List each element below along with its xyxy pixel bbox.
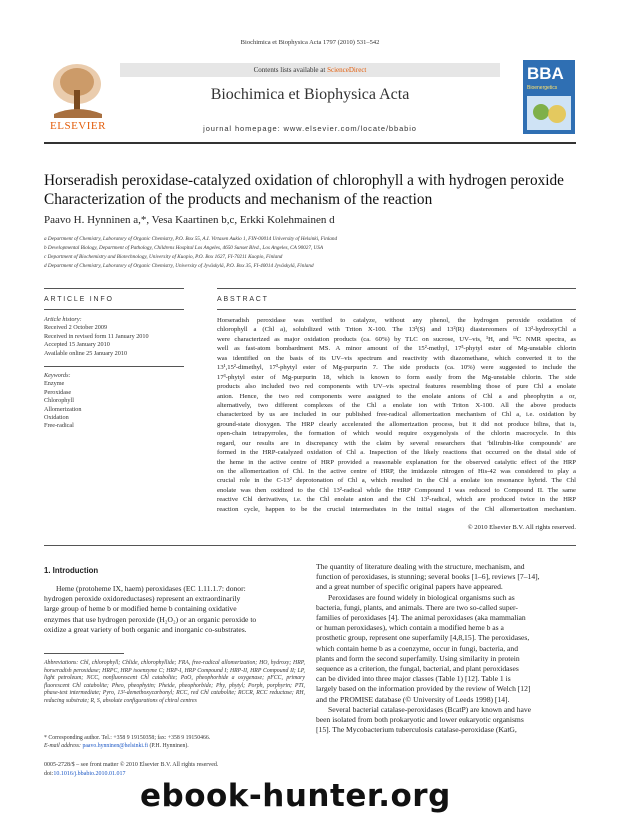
article-title <box>44 171 584 209</box>
abstract-heading: ABSTRACT <box>217 296 269 303</box>
keywords-rule <box>44 366 184 367</box>
abstract-line: products also included two red components with UV–vis spectral features resembling those of pure Chl a enolate <box>217 383 576 391</box>
intro-line: sequence as a criterion, the fungal, bacterial, and plant peroxidases <box>316 664 519 674</box>
journal-title: Biochimica et Biophysica Acta <box>210 86 410 103</box>
intro-line: plants and form the second superfamily. Using similarity in protein <box>316 653 520 663</box>
issn-line: 0005-2728/$ – see front matter © 2010 Elsevier B.V. All rights reserved. <box>44 762 219 768</box>
intro-line: function of peroxidases, is stunning; several books [1–6], reviews [7–14], <box>316 572 540 582</box>
abstract-line: formed in the HRP-catalyzed oxidation of Chl a. Inspection of the likely reactions that occurred on the distal side of <box>217 449 576 457</box>
email-link[interactable]: paavo.hynninen@helsinki.fi <box>82 743 148 749</box>
keywords-label: Keywords: <box>44 372 71 379</box>
article-info-heading: ARTICLE INFO <box>44 296 114 303</box>
abstract-line: chlorophyll a (Chl a), solubilized with Triton X-100. The 13²(S) and 13²(R) diastereomers of 13²-hydroxyChl a <box>217 326 576 334</box>
author-list: Paavo H. Hynninen a,*, Vesa Kaartinen b,c, Erkki Kolehmainen d <box>44 214 335 226</box>
abstract-line: on the allomerization of Chl. In the active centre of HRP, the imidazole nitrogen of His-42 was considered to play a <box>217 468 576 475</box>
history-label: Article history: <box>44 316 82 323</box>
keyword: Peroxidase <box>44 388 72 396</box>
elsevier-logo <box>44 60 112 134</box>
intro-line: and the PROMISE database (© University of Leeds 1998) [14]. <box>316 694 510 704</box>
intro-line: Several bacterial catalase-peroxidases (BcatP) are known and have <box>328 704 532 714</box>
watermark: ebook-hunter.org <box>140 778 451 814</box>
intro-line: oxidize a great variety of both organic and inorganic co-substrates. <box>44 624 247 634</box>
intro-line: large group of heme b or modified heme b containing oxidative <box>44 604 237 614</box>
contents-prefix: Contents lists available at <box>253 66 328 74</box>
history-received: Received 2 October 2009 <box>44 324 108 332</box>
intro-line: prosthetic group, represent one superfamily [4,8,15]. The peroxidases, <box>316 633 530 643</box>
abstract-line: 13¹,15²-dimethyl, 17³-phytyl ester of Mg-purpurin 7. The side products (ca. 10%) were suggested to include the <box>217 364 576 372</box>
email-note <box>44 743 305 751</box>
keyword: Oxidation <box>44 414 69 421</box>
abstract-line: characterized by us are included in our published free-radical allomerization mechanism of Chl a, i.e. oxidation by <box>217 411 576 419</box>
sciencedirect-link[interactable]: ScienceDirect <box>327 66 367 74</box>
intro-line: The quantity of literature dealing with the structure, mechanism, and <box>316 562 525 571</box>
abstract-line: crucial role in the C-13² deprotonation of Chl a, which resulted in the Chl a enolate ion resonance hybrid. The Chl <box>217 477 576 485</box>
journal-homepage[interactable]: journal homepage: www.elsevier.com/locate/bbabio <box>203 124 417 133</box>
body-separator-rule <box>44 545 576 546</box>
affiliation-c: c Department of Biochemistry and Biotechnology, University of Kuopio, P.O. Box 1627, FI-70211 Kuopio, Finland <box>44 254 283 260</box>
abstract-line: ground-state dioxygen. The HRP clearly accelerated the allomerization process, but it did not produce bilins, that is, <box>217 420 576 428</box>
abstract-line: anion. Hence, the two red components were assigned to the enolate anions of Chl a and pheophytin a or, <box>217 392 576 400</box>
title-line-1: Horseradish peroxidase-catalyzed oxidation of chlorophyll a with hydrogen peroxide <box>44 172 564 189</box>
intro-line: bacteria, fungi, plants, and animals. There are two so-called super- <box>316 602 518 612</box>
abstract-line: well as fast-atom bombardment MS. A minor amount of the 15²-methyl, 17³-phytyl ester of Mg-unstable chlorin <box>217 345 576 353</box>
abstract-line: alternatively, two different complexes of the Chl a enolate ion with Triton X-100. All the above products <box>217 401 576 409</box>
affiliation-a: a Department of Chemistry, Laboratory of Organic Chemistry, P.O. Box 55, A.I. Virtasen Aukio 1, FIN-00014 University of Helsinki, Finland <box>44 236 338 242</box>
history-accepted: Accepted 15 January 2010 <box>44 341 110 349</box>
intro-line: [15]. The Mycobacterium tuberculosis catalase-peroxidase (KatG, <box>316 725 517 735</box>
history-revised: Received in revised form 11 January 2010 <box>44 332 149 340</box>
abstract-line: 17³-phytyl ester of Mg-purpurin 18, which is known to form easily from the Mg-unstable chlorin. The side <box>217 373 576 381</box>
intro-line: can be divided into three major classes (Table 1) [12]. Table 1 is <box>316 674 511 684</box>
doi-label: doi: <box>44 771 54 777</box>
intro-line: largely based on the information provided by the review of Welch [12] <box>316 684 531 694</box>
abbreviations-footnote <box>44 660 305 706</box>
info-heading-rule <box>44 309 184 310</box>
journal-cover <box>523 60 575 134</box>
doi-line <box>44 771 126 777</box>
running-head: Biochimica et Biophysica Acta 1797 (2010) 531–542 <box>240 39 380 46</box>
doi-link[interactable]: 10.1016/j.bbabio.2010.01.017 <box>53 771 126 777</box>
abstract-heading-rule <box>217 309 576 310</box>
footnote-rule <box>44 653 124 654</box>
cover-subtitle: Bioenergetics <box>527 85 558 91</box>
intro-line: or human peroxidases), which contain a modified heme b as a <box>316 623 504 633</box>
affiliation-d: d Department of Chemistry, Laboratory of Organic Chemistry, University of Jyväskylä, P.O. Box 35, FI-40014 Jyväskylä, Finland <box>44 263 314 269</box>
keyword: Free-radical <box>44 422 74 430</box>
abstract-line: enolate was then oxidized to the Chl 13²-radical while the HRP Compound I was reduced to Compound II. The same <box>217 486 576 494</box>
abstract-line: open-chain tetrapyrroles, the formation of which would require oxygenolysis of the chlorin macrocycle. In this <box>217 430 576 438</box>
intro-right-column <box>316 562 576 735</box>
elsevier-wordmark: ELSEVIER <box>50 120 106 132</box>
contents-banner <box>120 63 500 77</box>
intro-left-column <box>44 584 305 635</box>
keyword: Chlorophyll <box>44 397 74 405</box>
intro-line: families of peroxidases [4]. The animal peroxidases (aka mammalian <box>316 613 526 623</box>
abstract-line: reactive Chl derivatives, i.e. the Chl enolate anion and the Chl 13²-radical, which are produced twice in the HRP <box>217 496 576 504</box>
email-suffix: (P.H. Hynninen). <box>148 743 189 749</box>
abstract-line: the heme in the active centre of HRP provided a reasonable explanation for the observed catalytic effect of the HRP <box>217 458 576 466</box>
title-line-2: Characterization of the products and mechanism of the reaction <box>44 191 433 208</box>
intro-line: Peroxidases are found widely in biological organisms such as <box>328 592 515 602</box>
keyword: Allomerization <box>44 405 82 413</box>
history-online: Available online 25 January 2010 <box>44 349 128 357</box>
abstract-line: Horseradish peroxidase was verified to catalyze, without any phenol, the hydrogen peroxide oxidation of <box>217 317 576 324</box>
keyword: Enzyme <box>44 380 65 388</box>
cover-title: BBA <box>527 64 564 83</box>
info-top-rule <box>44 288 184 289</box>
intro-line: Heme (protoheme IX, haem) peroxidases (EC 1.11.1.7: donor: <box>56 584 246 593</box>
affiliation-b: b Developmental Biology, Department of Pathology, Childrens Hospital Los Angeles, 4650 Sunset Blvd., Los Angeles, CA 90027, USA <box>44 245 324 251</box>
abstract-copyright: © 2010 Elsevier B.V. All rights reserved. <box>467 524 576 531</box>
intro-line: enzymes that use hydrogen peroxide (H₂O₂) or an organic peroxide to <box>44 614 257 624</box>
abstract-line: was identified on the basis of its UV–vis spectrum and reactivity with diazomethane, which converted it to the <box>217 354 576 362</box>
intro-line: and a great number of specific original papers have appeared. <box>316 582 503 592</box>
header-rule <box>44 142 576 144</box>
abstract-text <box>217 316 576 514</box>
abstract-line: reaction cycle, happen to be the crucial intermediates in the initial stages of the Chl allomerization mechanism. <box>217 505 576 513</box>
abstract-top-rule <box>217 288 576 289</box>
email-label: E-mail address: <box>44 743 83 749</box>
intro-line: been isolated from both prokaryotic and lower eukaryotic organisms <box>316 715 524 725</box>
abstract-line: were characterized as major oxidation products (ca. 60%) by TLC on sucrose, UV–vis, ¹H, and ¹³C NMR spectra, as <box>217 335 576 343</box>
abbreviations-text: Abbreviations: Chl, chlorophyll; Chlide, chlorophyllide; FRA, free-radical allomerization; HO, hydroxy; HRP, horseradish peroxidase; HRPC, HRP isoenzyme C; HRP-I, HRP Compound I; HRP-II, HRP Compound II; LP, light petroleum; NCC, nonfluorescent Chl catabolite; PaO, pheophorbide a oxygenase; pFCC, primary fluorescent Chl catabolite; Pheo, pheophytin; Pheide, pheophorbide; Phy, phytyl; Porph, porphyrin; PTI, phase-test intermediate; Pyro, 13²-demethoxycarbonyl; RCC, red Chl catabolite; RCCR, RCC reductase; RH, reducing substrate; R, S, absolute configurations of chiral centres <box>44 660 305 704</box>
intro-line: hydrogen peroxide oxidoreductases) represent an extraordinarily <box>44 594 241 604</box>
intro-line: which contain heme b as a coenzyme, occur in fungi, bacteria, and <box>316 643 518 653</box>
corresponding-author-note: * Corresponding author. Tel.: +358 9 19150358; fax: +358 9 19150466. <box>44 735 211 741</box>
intro-heading: 1. Introduction <box>44 566 99 575</box>
cover-graphic-icon <box>527 96 571 130</box>
abstract-line: regard, our results are in discrepancy with the claim by several researchers that 'bilirubin-like compounds' are <box>217 439 576 447</box>
